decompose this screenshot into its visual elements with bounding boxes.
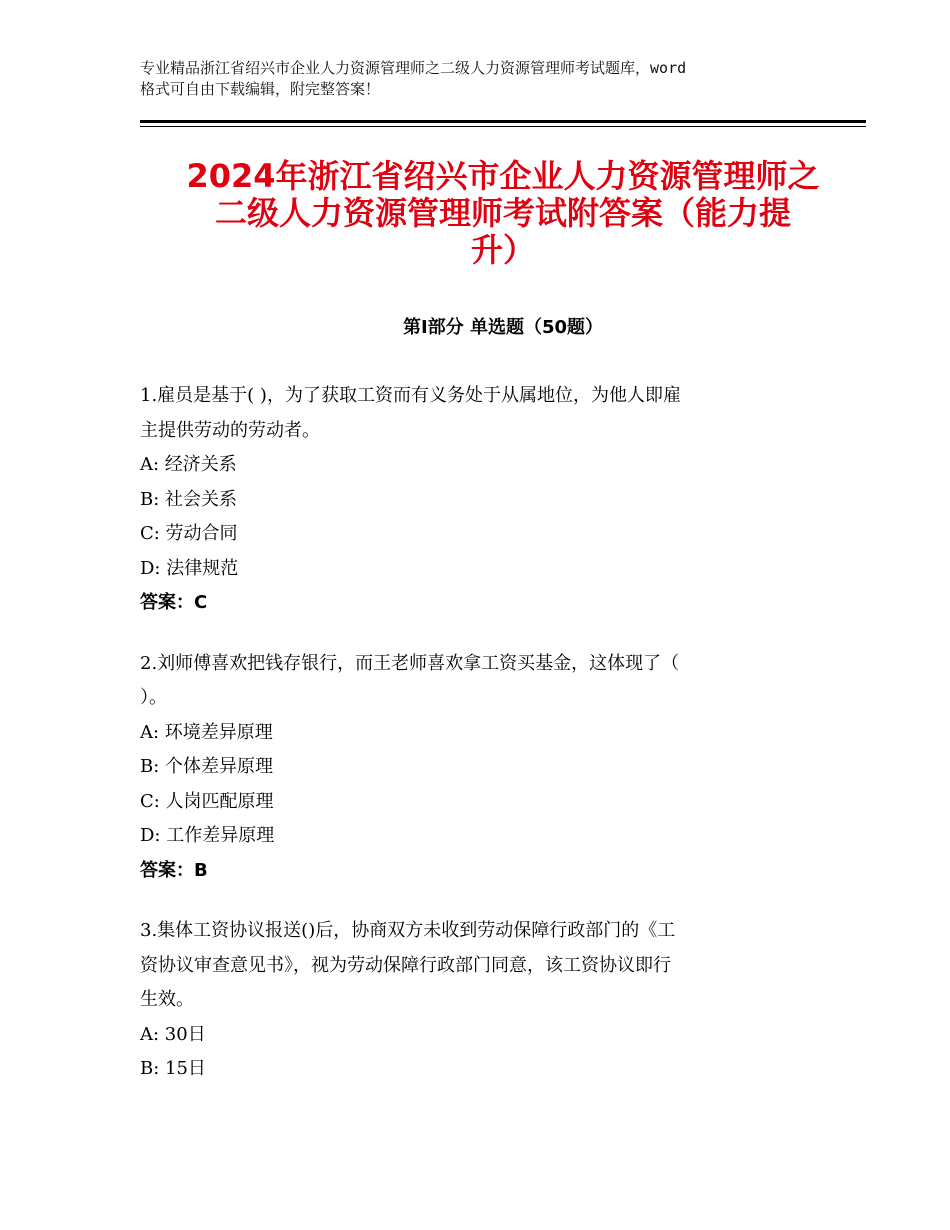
question-stem-line: ）。 xyxy=(140,687,167,708)
title-line-2: 二级人力资源管理师考试附答案（能力提 xyxy=(214,194,791,232)
option-b: B: 15日 xyxy=(140,1058,206,1079)
option-a: A: 30日 xyxy=(140,1023,206,1045)
option-a: A: 环境差异原理 xyxy=(140,721,273,743)
option-d: D: 法律规范 xyxy=(140,557,239,579)
question-stem-line: 资协议审查意见书》，视为劳动保障行政部门同意，该工资协议即行 xyxy=(140,954,671,976)
question-stem-line: 2.刘师傅喜欢把钱存银行，而王老师喜欢拿工资买基金，这体现了（ xyxy=(140,652,680,674)
title-line-3: 升） xyxy=(470,231,535,269)
question-1 xyxy=(140,379,800,621)
title-line-1: 2024年浙江省绍兴市企业人力资源管理师之 xyxy=(186,157,820,195)
question-stem-line: 主提供劳动的劳动者。 xyxy=(140,419,320,441)
option-c: C: 人岗匹配原理 xyxy=(140,790,274,812)
header-divider-thick xyxy=(140,120,866,123)
question-3 xyxy=(140,914,800,1087)
question-2 xyxy=(140,647,800,889)
header-note xyxy=(140,58,830,100)
answer: 答案：C xyxy=(140,592,208,613)
question-stem-line: 1.雇员是基于( )，为了获取工资而有义务处于从属地位，为他人即雇 xyxy=(140,385,681,406)
option-b: B: 社会关系 xyxy=(140,488,238,510)
question-list xyxy=(140,379,800,1113)
option-a: A: 经济关系 xyxy=(140,454,237,475)
header-divider-thin xyxy=(140,126,866,127)
option-d: D: 工作差异原理 xyxy=(140,825,275,846)
document-title xyxy=(140,158,866,269)
option-c: C: 劳动合同 xyxy=(140,523,238,544)
option-b: B: 个体差异原理 xyxy=(140,756,274,777)
answer: 答案：B xyxy=(140,859,208,881)
question-stem-line: 3.集体工资协议报送()后，协商双方未收到劳动保障行政部门的《工 xyxy=(140,920,676,941)
header-note-line-1: 专业精品浙江省绍兴市企业人力资源管理师之二级人力资源管理师考试题库，word xyxy=(140,59,687,77)
section-title: 第Ⅰ部分 单选题（50题） xyxy=(402,317,603,338)
question-stem-line: 生效。 xyxy=(140,989,194,1010)
header-note-line-2: 格式可自由下载编辑，附完整答案！ xyxy=(140,80,381,98)
